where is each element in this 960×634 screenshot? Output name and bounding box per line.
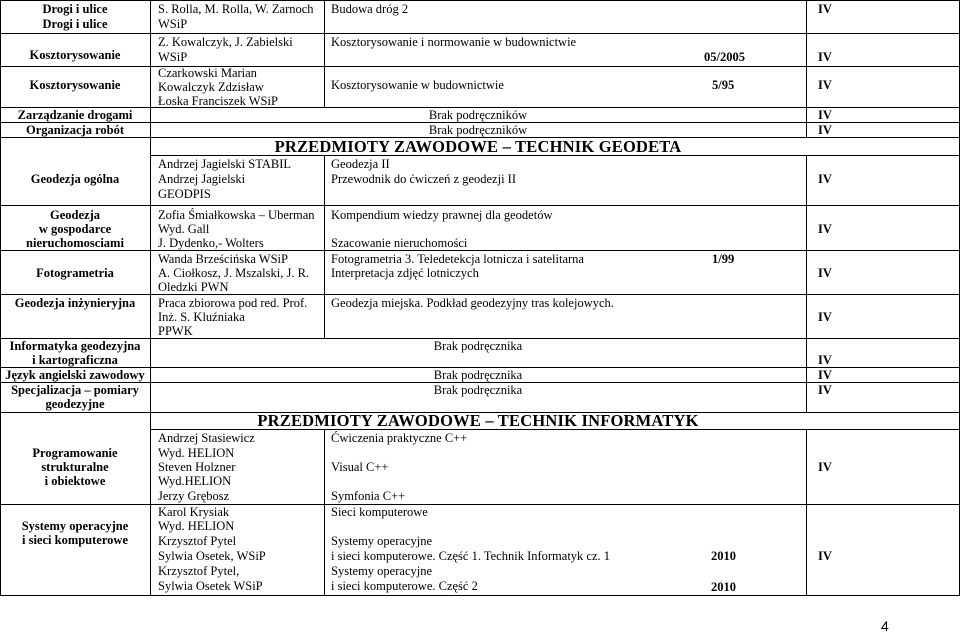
- col-divider: [806, 338, 807, 412]
- title-cell: Brak podręcznika: [433, 339, 523, 353]
- subject-cell: i obiektowe: [44, 474, 106, 488]
- level-cell: IV: [818, 266, 832, 280]
- subject-cell: Specjalizacja – pomiary: [11, 383, 139, 397]
- author-cell: Sylwia Osetek WSiP: [158, 579, 263, 593]
- author-cell: Karol Krysiak: [158, 505, 230, 519]
- subject-cell: Systemy operacyjne: [21, 519, 129, 533]
- subject-cell: Informatyka geodezyjna: [9, 339, 141, 353]
- table-border-bottom: [0, 595, 960, 596]
- author-cell: Wanda Brześcińska WSiP: [158, 252, 288, 266]
- author-cell: Sylwia Osetek, WSiP: [158, 549, 266, 563]
- level-cell: IV: [818, 310, 832, 324]
- author-cell: Kowalczyk Zdzisław: [158, 80, 264, 94]
- author-cell: Łoska Franciszek WSiP: [158, 94, 278, 108]
- author-cell: Praca zbiorowa pod red. Prof.: [158, 296, 308, 310]
- author-cell: Inż. S. Kluźniaka: [158, 310, 245, 324]
- section-heading: PRZEDMIOTY ZAWODOWE – TECHNIK GEODETA: [274, 137, 682, 156]
- subject-cell: geodezyjne: [45, 397, 105, 411]
- subject-cell: Programowanie: [32, 446, 118, 460]
- subject-cell: Organizacja robót: [25, 123, 125, 137]
- author-cell: Steven Holzner: [158, 460, 236, 474]
- row-divider: [0, 66, 960, 67]
- number-cell: 1/99: [712, 252, 735, 266]
- level-cell: IV: [818, 108, 832, 122]
- level-cell: IV: [818, 460, 832, 474]
- author-cell: Krzysztof Pytel: [158, 534, 237, 548]
- author-cell: Andrzej Stasiewicz: [158, 431, 255, 445]
- level-cell: IV: [818, 78, 832, 92]
- author-cell: WSiP: [158, 17, 188, 31]
- author-cell: Z. Kowalczyk, J. Zabielski: [158, 35, 293, 49]
- number-cell: 5/95: [712, 78, 735, 92]
- col-divider: [806, 155, 807, 338]
- subject-cell: Geodezja: [50, 208, 100, 222]
- title-cell: Kosztorysowanie w budownictwie: [331, 78, 504, 92]
- author-cell: PPWK: [158, 324, 193, 338]
- title-cell: i sieci komputerowe. Część 2: [331, 579, 478, 593]
- subject-cell: Język angielski zawodowy: [5, 368, 145, 382]
- title-cell: Brak podręcznika: [433, 383, 523, 397]
- title-cell: Sieci komputerowe: [331, 505, 428, 519]
- level-cell: IV: [818, 222, 832, 236]
- level-cell: IV: [818, 172, 832, 186]
- row-divider: [0, 205, 960, 206]
- subject-cell: Fotogrametria: [36, 266, 114, 280]
- col-divider: [324, 429, 325, 595]
- level-cell: IV: [818, 50, 832, 64]
- subject-cell: nieruchomosciami: [26, 236, 124, 250]
- title-cell: Brak podręczników: [428, 123, 528, 137]
- level-cell: IV: [818, 368, 832, 382]
- author-cell: WSiP: [158, 50, 188, 64]
- col-divider: [324, 155, 325, 338]
- title-cell: Przewodnik do ćwiczeń z geodezji II: [331, 172, 516, 186]
- author-cell: A. Ciołkosz, J. Mszalski, J. R.: [158, 266, 310, 280]
- title-cell: Geodezja miejska. Podkład geodezyjny tras kolejowych.: [331, 296, 614, 310]
- number-cell: 05/2005: [704, 50, 745, 64]
- section-heading: PRZEDMIOTY ZAWODOWE – TECHNIK INFORMATYK: [257, 411, 699, 430]
- level-cell: IV: [818, 353, 832, 367]
- year-cell: 2010: [711, 580, 736, 594]
- col-divider: [806, 0, 807, 137]
- title-cell: Symfonia C++: [331, 489, 406, 503]
- level-cell: IV: [818, 383, 832, 397]
- subject-cell: Zarządzanie drogami: [17, 108, 133, 122]
- title-cell: Fotogrametria 3. Teledetekcja lotnicza i satelitarna: [331, 252, 584, 266]
- level-cell: IV: [818, 549, 832, 563]
- title-cell: Systemy operacyjne: [331, 534, 433, 548]
- author-cell: Czarkowski Marian: [158, 66, 257, 80]
- subject-cell: Geodezja ogólna: [30, 172, 120, 186]
- author-cell: Wyd.HELION: [158, 474, 232, 488]
- col-divider: [806, 429, 807, 595]
- title-cell: Brak podręczników: [428, 108, 528, 122]
- author-cell: S. Rolla, M. Rolla, W. Zarnoch: [158, 2, 314, 16]
- col-divider: [150, 0, 151, 595]
- author-cell: Wyd. HELION: [158, 446, 235, 460]
- page-number: 4: [881, 618, 889, 634]
- title-cell: Kosztorysowanie i normowanie w budownictwie: [331, 35, 577, 49]
- title-cell: Szacowanie nieruchomości: [331, 236, 468, 250]
- author-cell: Wyd. Gall: [158, 222, 210, 236]
- subject-cell: Drogi i ulice: [42, 2, 108, 16]
- author-cell: GEODPIS: [158, 187, 211, 201]
- title-cell: Kompendium wiedzy prawnej dla geodetów: [331, 208, 553, 222]
- subject-cell: i kartograficzna: [32, 353, 118, 367]
- level-cell: IV: [818, 123, 832, 137]
- table-border-top: [0, 0, 960, 1]
- year-cell: 2010: [711, 549, 736, 563]
- subject-cell: Kosztorysowanie: [29, 78, 121, 92]
- author-cell: Krzysztof Pytel,: [158, 564, 240, 578]
- level-cell: IV: [818, 2, 832, 16]
- author-cell: Oledzki PWN: [158, 280, 229, 294]
- col-divider: [324, 0, 325, 107]
- row-divider: [0, 33, 960, 34]
- subject-cell: w gospodarce: [38, 222, 112, 236]
- title-cell: i sieci komputerowe. Część 1. Technik Informatyk cz. 1: [331, 549, 611, 563]
- subject-cell: i sieci komputerowe: [21, 533, 128, 547]
- title-cell: Ćwiczenia praktyczne C++: [331, 431, 468, 445]
- title-cell: Geodezja II: [331, 157, 390, 171]
- subject-cell: Geodezja inżynieryjna: [14, 296, 136, 310]
- subject-cell: strukturalne: [41, 460, 109, 474]
- title-cell: Systemy operacyjne: [331, 564, 433, 578]
- title-cell: Budowa dróg 2: [331, 2, 409, 16]
- subject-cell: Kosztorysowanie: [29, 48, 121, 62]
- author-cell: Andrzej Jagielski STABIL: [158, 157, 292, 171]
- title-cell: Brak podręcznika: [433, 368, 523, 382]
- title-cell: Interpretacja zdjęć lotniczych: [331, 266, 479, 280]
- author-cell: Jerzy Grębosz: [158, 489, 230, 503]
- title-cell: Visual C++: [331, 460, 389, 474]
- subject-cell: Drogi i ulice: [42, 17, 108, 31]
- author-cell: Wyd. HELION: [158, 519, 235, 533]
- row-divider: [0, 504, 960, 505]
- author-cell: J. Dydenko,- Wolters: [158, 236, 264, 250]
- author-cell: Andrzej Jagielski: [158, 172, 246, 186]
- row-divider: [0, 294, 960, 295]
- author-cell: Zofia Śmiałkowska – Uberman: [158, 208, 315, 222]
- row-divider: [0, 250, 960, 251]
